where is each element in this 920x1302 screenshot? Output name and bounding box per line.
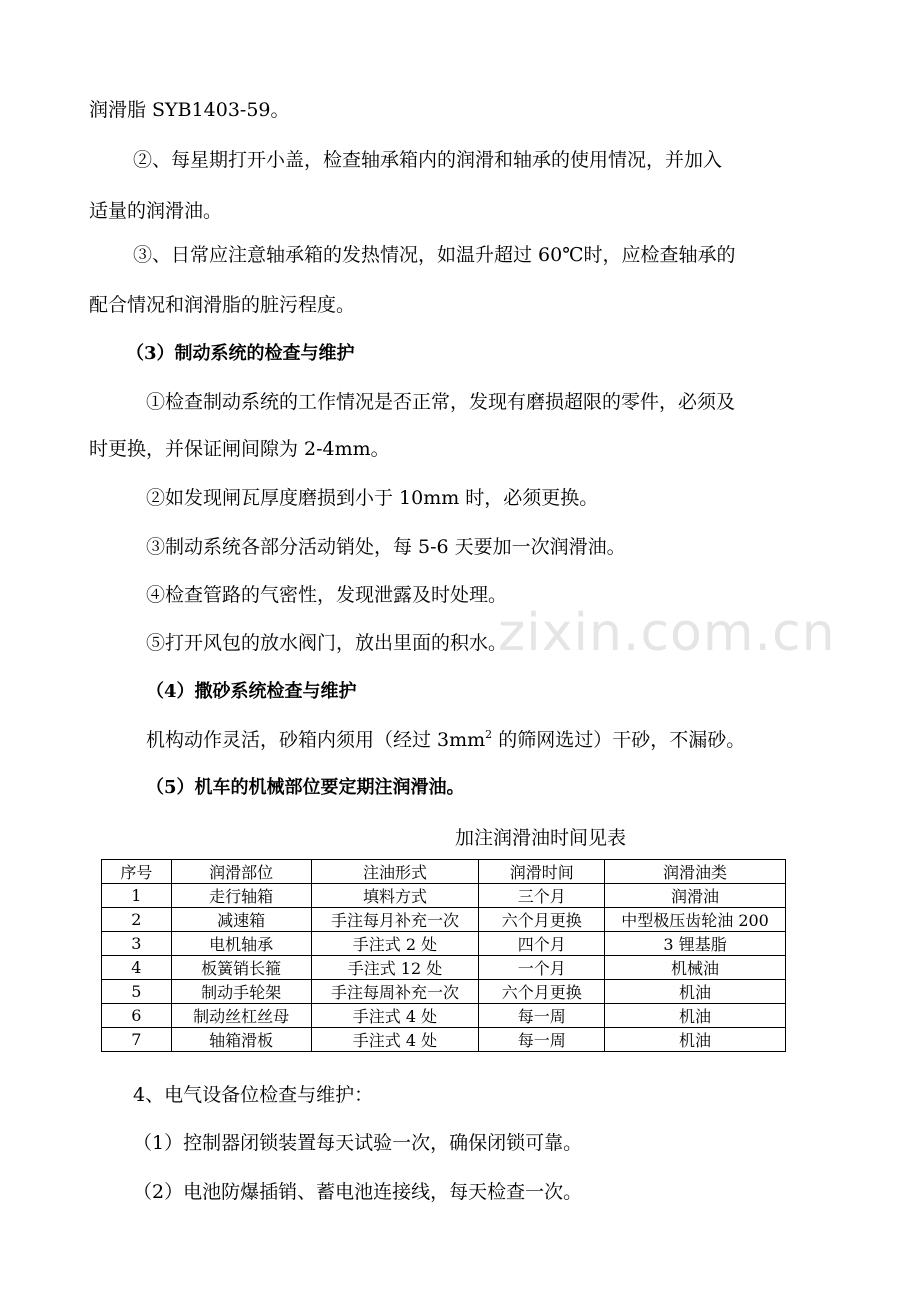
- table-row: [102, 884, 786, 908]
- table-cell: 六个月更换: [479, 980, 605, 1004]
- table-row: [102, 908, 786, 932]
- superscript: 2: [485, 728, 493, 741]
- table-cell: 3: [102, 932, 172, 956]
- table-caption: 加注润滑油时间见表: [455, 827, 627, 849]
- table-cell: 机油: [605, 1028, 786, 1052]
- paragraph-line: ②、每星期打开小盖，检查轴承箱内的润滑和轴承的使用情况，并加入: [133, 149, 723, 171]
- table-cell: 手注式 4 处: [311, 1004, 479, 1028]
- section-heading-electrical: 4、电气设备位检查与维护：: [133, 1084, 374, 1106]
- header-cell: 序号: [102, 860, 172, 884]
- table-cell: 每一周: [479, 1004, 605, 1028]
- paragraph-line: ②如发现闸瓦厚度磨损到小于 10mm 时，必须更换。: [146, 487, 599, 509]
- table-header-row: [102, 860, 786, 884]
- section-heading-lubrication: （5）机车的机械部位要定期注润滑油。: [146, 777, 465, 798]
- header-cell: 润滑部位: [171, 860, 311, 884]
- table-cell: 电机轴承: [171, 932, 311, 956]
- paragraph-line: 润滑脂 SYB1403-59。: [89, 99, 290, 121]
- paragraph-line: [146, 728, 745, 752]
- header-cell: 润滑油类: [605, 860, 786, 884]
- table-cell: 5: [102, 980, 172, 1004]
- text-segment: 机构动作灵活，砂箱内须用（经过 3mm: [146, 729, 486, 751]
- paragraph-line: ③制动系统各部分活动销处，每 5-6 天要加一次润滑油。: [146, 536, 626, 558]
- paragraph-line: ④检查管路的气密性，发现泄露及时处理。: [146, 584, 508, 606]
- paragraph-line: 适量的润滑油。: [89, 200, 223, 222]
- table-cell: 6: [102, 1004, 172, 1028]
- table-cell: 手注式 12 处: [311, 956, 479, 980]
- paragraph-line: 时更换，并保证闸间隙为 2-4mm。: [89, 438, 390, 460]
- table-row: [102, 1004, 786, 1028]
- table-cell: 三个月: [479, 884, 605, 908]
- table-cell: 手注式 4 处: [311, 1028, 479, 1052]
- table-cell: 机械油: [605, 956, 786, 980]
- paragraph-line: （2）电池防爆插销、蓄电池连接线，每天检查一次。: [133, 1181, 583, 1203]
- table-row: [102, 980, 786, 1004]
- table-cell: 制动丝杠丝母: [171, 1004, 311, 1028]
- paragraph-line: ①检查制动系统的工作情况是否正常，发现有磨损超限的零件，必须及: [146, 391, 736, 413]
- table-cell: 板簧销长箍: [171, 956, 311, 980]
- table-cell: 走行轴箱: [171, 884, 311, 908]
- paragraph-line: （1）控制器闭锁装置每天试验一次，确保闭锁可靠。: [133, 1132, 583, 1154]
- table-cell: 一个月: [479, 956, 605, 980]
- table-cell: 3 锂基脂: [605, 932, 786, 956]
- table-cell: 7: [102, 1028, 172, 1052]
- paragraph-line: 配合情况和润滑脂的脏污程度。: [89, 294, 356, 316]
- paragraph-line: ⑤打开风包的放水阀门，放出里面的积水。: [146, 632, 508, 654]
- paragraph-line: ③、日常应注意轴承箱的发热情况，如温升超过 60℃时，应检查轴承的: [133, 244, 736, 266]
- table-cell: 4: [102, 956, 172, 980]
- table-row: [102, 956, 786, 980]
- table-cell: 四个月: [479, 932, 605, 956]
- section-heading-sanding: （4）撒砂系统检查与维护: [146, 681, 357, 702]
- table-cell: 每一周: [479, 1028, 605, 1052]
- table-cell: 制动手轮架: [171, 980, 311, 1004]
- table-cell: 轴箱滑板: [171, 1028, 311, 1052]
- text-segment: 的筛网选过）干砂，不漏砂。: [492, 729, 746, 751]
- lubrication-table: [101, 859, 786, 1052]
- table-cell: 1: [102, 884, 172, 908]
- header-cell: 润滑时间: [479, 860, 605, 884]
- table-cell: 减速箱: [171, 908, 311, 932]
- table-cell: 中型极压齿轮油 200: [605, 908, 786, 932]
- table-row: [102, 932, 786, 956]
- table-cell: 手注每周补充一次: [311, 980, 479, 1004]
- watermark: zixin.com.cn: [498, 603, 836, 663]
- table-cell: 六个月更换: [479, 908, 605, 932]
- section-heading-brake: （3）制动系统的检查与维护: [126, 343, 355, 364]
- table-cell: 2: [102, 908, 172, 932]
- header-cell: 注油形式: [311, 860, 479, 884]
- table-cell: 填料方式: [311, 884, 479, 908]
- table-row: [102, 1028, 786, 1052]
- table-cell: 机油: [605, 1004, 786, 1028]
- table-cell: 手注式 2 处: [311, 932, 479, 956]
- table-cell: 机油: [605, 980, 786, 1004]
- table-cell: 手注每月补充一次: [311, 908, 479, 932]
- table-cell: 润滑油: [605, 884, 786, 908]
